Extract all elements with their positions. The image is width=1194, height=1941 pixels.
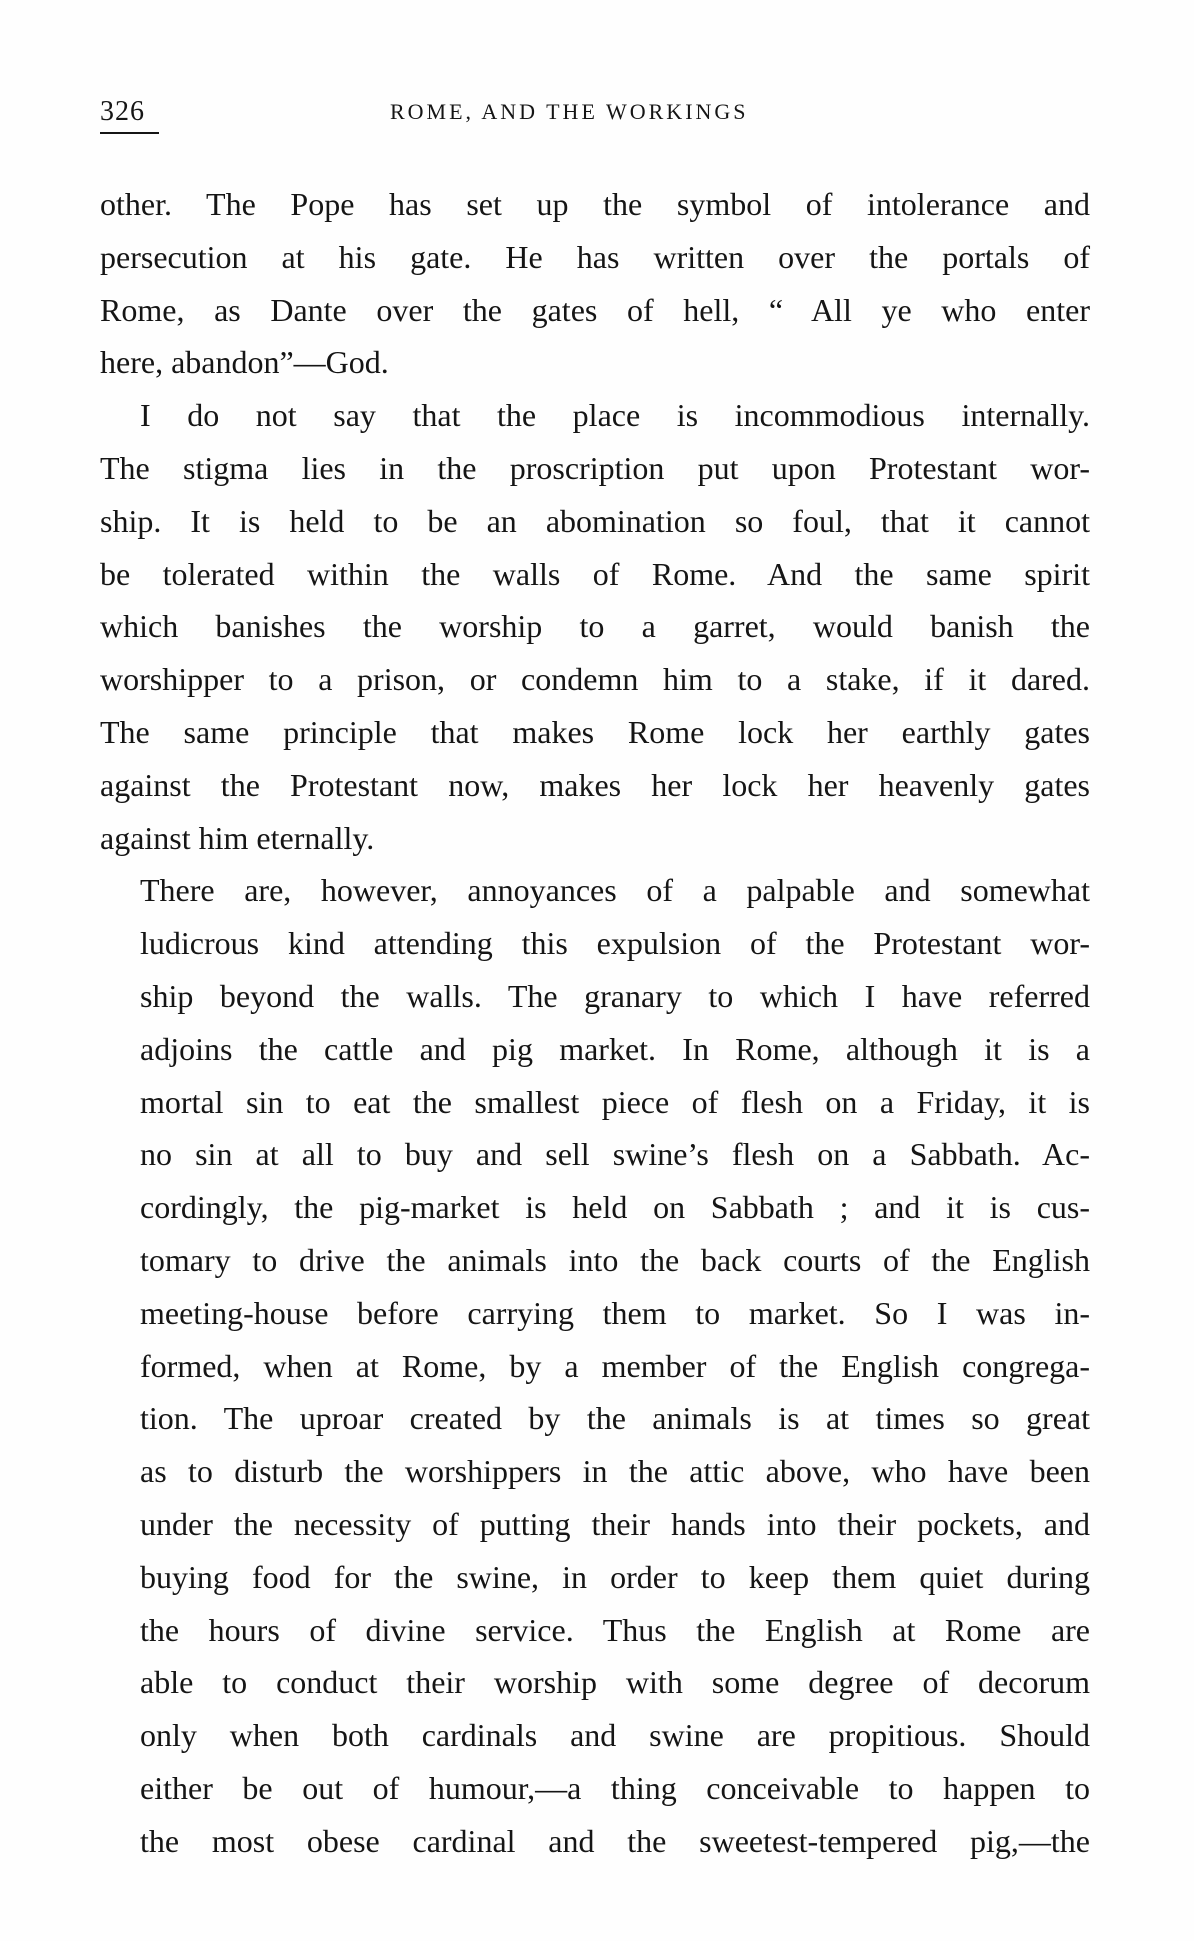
text-line: cordingly, the pig-market is held on Sabbath ; and it is cus- bbox=[140, 1189, 1090, 1226]
text-line: no sin at all to buy and sell swine’s flesh on a Sabbath. Ac- bbox=[140, 1136, 1090, 1173]
text-line: here, abandon”—God. bbox=[100, 344, 389, 381]
text-line: other. The Pope has set up the symbol of intolerance and bbox=[100, 186, 1090, 222]
text-line: either be out of humour,—a thing conceivable to happen to bbox=[140, 1769, 1090, 1806]
text-line: tion. The uproar created by the animals is at times so great bbox=[140, 1400, 1090, 1437]
page-number: 326 bbox=[100, 92, 159, 134]
text-line: under the necessity of putting their hands into their pockets, and bbox=[140, 1505, 1090, 1542]
text-line: only when both cardinals and swine are propitious. Should bbox=[140, 1717, 1090, 1754]
text-line: mortal sin to eat the smallest piece of flesh on a Friday, it is bbox=[140, 1083, 1090, 1120]
text-line: tomary to drive the animals into the back courts of the English bbox=[140, 1241, 1090, 1278]
body-text bbox=[100, 178, 1090, 1868]
text-line: The stigma lies in the proscription put upon Protestant wor- bbox=[100, 449, 1090, 486]
text-line: I do not say that the place is incommodious internally. bbox=[140, 397, 1090, 434]
text-line: ludicrous kind attending this expulsion of the Protestant wor- bbox=[140, 925, 1090, 962]
text-line: the hours of divine service. Thus the English at Rome are bbox=[140, 1611, 1090, 1648]
text-line: formed, when at Rome, by a member of the English congrega- bbox=[140, 1347, 1090, 1384]
text-line: be tolerated within the walls of Rome. And the same spirit bbox=[100, 555, 1090, 592]
text-line: which banishes the worship to a garret, would banish the bbox=[100, 608, 1090, 645]
running-title: ROME, AND THE WORKINGS bbox=[390, 99, 749, 124]
text-line: against him eternally. bbox=[100, 819, 375, 856]
text-line: worshipper to a prison, or condemn him to a stake, if it dared. bbox=[100, 661, 1090, 698]
text-line: ship beyond the walls. The granary to which I have referred bbox=[140, 977, 1090, 1014]
text-line: meeting-house before carrying them to market. So I was in- bbox=[140, 1294, 1090, 1331]
running-head bbox=[100, 92, 1080, 132]
text-line: as to disturb the worshippers in the attic above, who have been bbox=[140, 1453, 1090, 1490]
text-line: buying food for the swine, in order to keep them quiet during bbox=[140, 1558, 1090, 1595]
text-line: able to conduct their worship with some degree of decorum bbox=[140, 1664, 1090, 1701]
text-line: The same principle that makes Rome lock her earthly gates bbox=[100, 713, 1090, 750]
text-line: adjoins the cattle and pig market. In Rome, although it is a bbox=[140, 1030, 1090, 1067]
text-line: persecution at his gate. He has written over the portals of bbox=[100, 238, 1090, 275]
text-line: There are, however, annoyances of a palpable and somewhat bbox=[140, 872, 1090, 909]
text-line: against the Protestant now, makes her lock her heavenly gates bbox=[100, 766, 1090, 803]
text-line: the most obese cardinal and the sweetest-tempered pig,—the bbox=[140, 1822, 1090, 1859]
text-line: Rome, as Dante over the gates of hell, “ All ye who enter bbox=[100, 291, 1090, 328]
text-line: ship. It is held to be an abomination so foul, that it cannot bbox=[100, 502, 1090, 539]
